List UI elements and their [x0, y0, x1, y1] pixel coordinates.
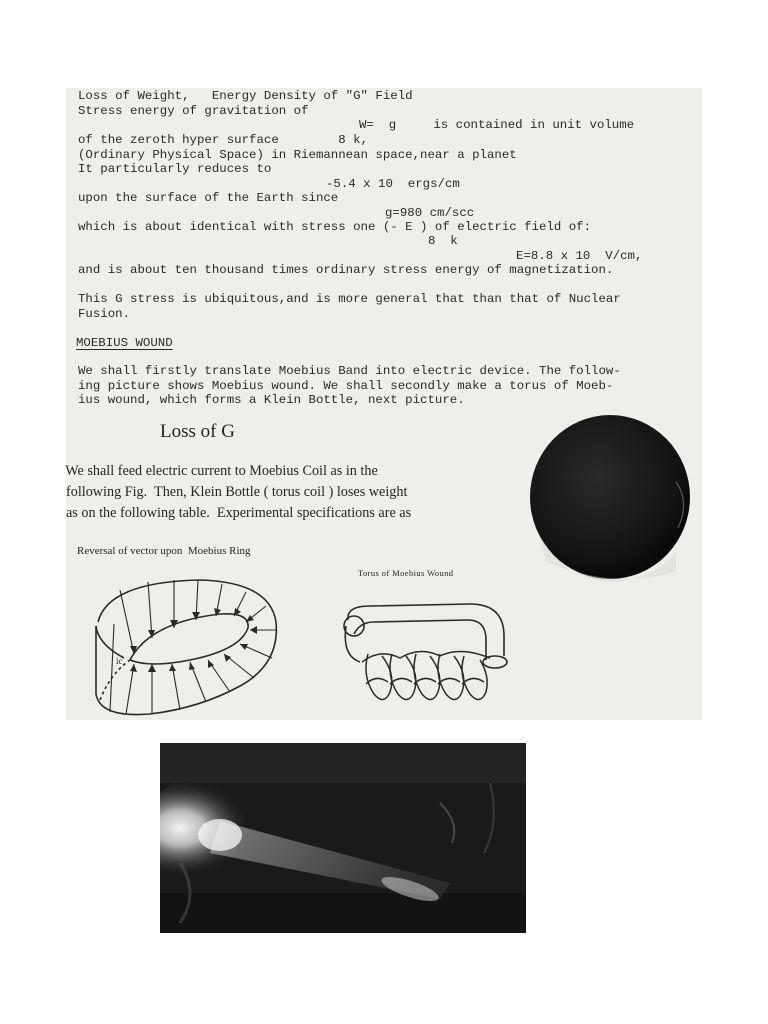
text-line: We shall firstly translate Moebius Band into electric device. The follow-	[78, 364, 621, 378]
text-line: Stress energy of gravitation of	[78, 104, 309, 118]
text-line: Fusion.	[78, 307, 131, 321]
text-line: (Ordinary Physical Space) in Riemannean space,near a planet	[78, 148, 517, 162]
text-line: E=8.8 x 10 V/cm,	[516, 249, 643, 263]
text-line: upon the surface of the Earth since	[78, 191, 339, 205]
text-line: which is about identical with stress one (- E ) of electric field of:	[78, 220, 592, 234]
text-line: Loss of Weight, Energy Density of "G" Field	[78, 89, 413, 103]
section-heading: MOEBIUS WOUND	[76, 336, 173, 350]
text-line: of the zeroth hyper surface 8 k,	[78, 133, 368, 147]
sphere-photo	[526, 412, 696, 586]
torus-caption: Torus of Moebius Wound	[358, 568, 454, 578]
text-line: W= g is contained in unit volume	[359, 118, 635, 132]
text-line: ius wound, which forms a Klein Bottle, next picture.	[78, 393, 465, 407]
loss-paragraph-line: as on the following table. Experimental specifications are as	[66, 505, 412, 521]
text-line: 8 k	[428, 234, 458, 248]
moebius-ring-diagram	[90, 574, 282, 722]
text-line: g=980 cm/scc	[385, 206, 475, 220]
text-line: It particularly reduces to	[78, 162, 272, 176]
loss-paragraph-line: following Fig. Then, Klein Bottle ( torus coil ) loses weight	[66, 484, 408, 500]
text-line: This G stress is ubiquitous,and is more general that than that of Nuclear	[78, 292, 621, 306]
experiment-photo	[160, 743, 526, 933]
torus-coil-diagram	[340, 596, 512, 714]
moebius-ring-caption: Reversal of vector upon Moebius Ring	[77, 545, 251, 557]
text-line: and is about ten thousand times ordinary stress energy of magnetization.	[78, 263, 614, 277]
loss-title: Loss of G	[160, 421, 235, 442]
loss-paragraph-line: We shall feed electric current to Moebius Coil as in the	[62, 463, 378, 479]
ic-label: ic	[116, 656, 123, 666]
text-line: ing picture shows Moebius wound. We shall secondly make a torus of Moeb-	[78, 379, 614, 393]
text-line: -5.4 x 10 ergs/cm	[326, 177, 460, 191]
